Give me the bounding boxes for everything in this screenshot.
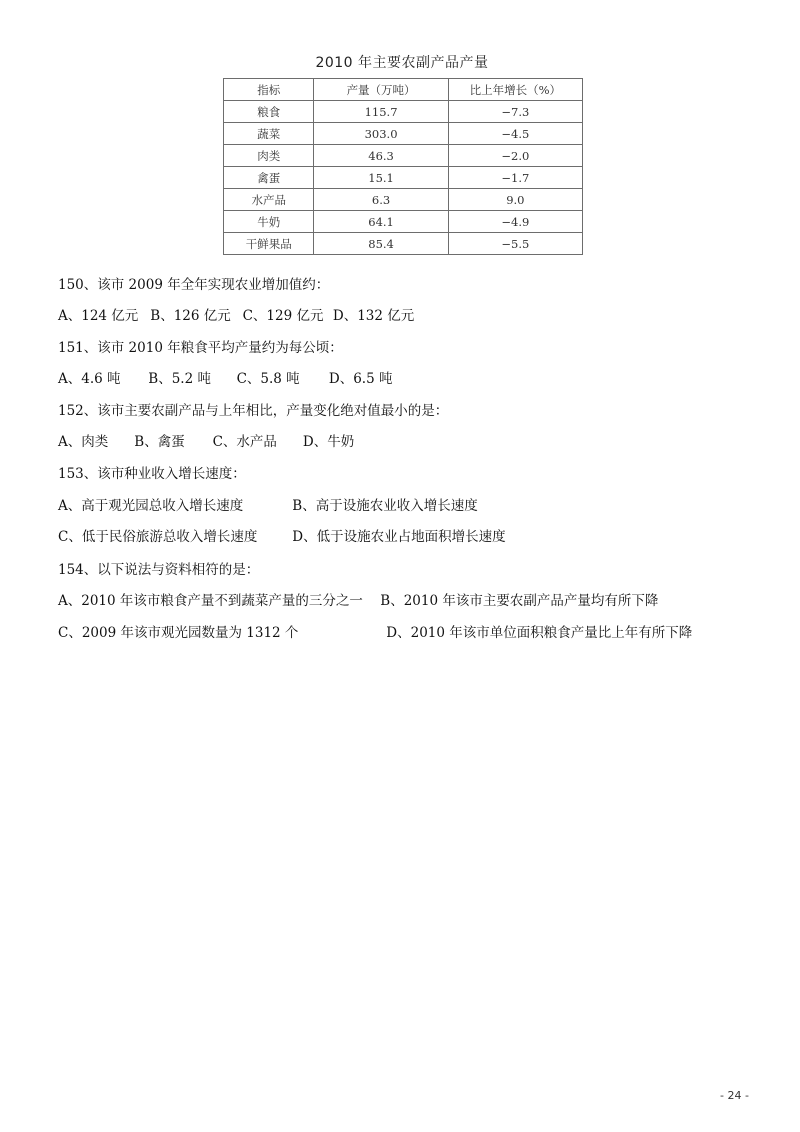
option-c: C、低于民俗旅游总收入增长速度 — [58, 529, 258, 545]
cell-output: 85.4 — [314, 233, 448, 255]
question-154-stem: 154、以下说法与资料相符的是： — [58, 562, 260, 578]
cell-growth: 9.0 — [448, 189, 582, 211]
cell-growth: −7.3 — [448, 101, 582, 123]
question-153-options-row2 — [58, 528, 506, 546]
cell-output: 64.1 — [314, 211, 448, 233]
option-a: A、4.6 吨 — [58, 371, 121, 387]
table-row — [224, 233, 583, 255]
question-150-options — [58, 307, 414, 325]
option-a: A、高于观光园总收入增长速度 — [58, 498, 244, 514]
option-a: A、2010 年该市粮食产量不到蔬菜产量的三分之一 — [58, 593, 363, 609]
cell-item: 粮食 — [224, 101, 314, 123]
question-151-options — [58, 370, 392, 388]
question-154-options-row1 — [58, 592, 658, 610]
option-d: D、低于设施农业占地面积增长速度 — [292, 529, 506, 545]
header-growth: 比上年增长（%） — [448, 79, 582, 101]
option-d: D、132 亿元 — [332, 308, 415, 324]
cell-output: 303.0 — [314, 123, 448, 145]
cell-output: 46.3 — [314, 145, 448, 167]
table-row — [224, 101, 583, 123]
option-b: B、5.2 吨 — [148, 371, 211, 387]
option-c: C、水产品 — [212, 434, 277, 450]
option-c: C、2009 年该市观光园数量为 1312 个 — [58, 625, 299, 641]
table-row — [224, 145, 583, 167]
cell-item: 肉类 — [224, 145, 314, 167]
option-b: B、2010 年该市主要农副产品产量均有所下降 — [380, 593, 659, 609]
option-d: D、牛奶 — [302, 434, 355, 450]
option-a: A、肉类 — [58, 434, 109, 450]
question-151-stem: 151、该市 2010 年粮食平均产量约为每公顷： — [58, 340, 343, 356]
cell-output: 115.7 — [314, 101, 448, 123]
option-c: C、5.8 吨 — [236, 371, 300, 387]
cell-growth: −1.7 — [448, 167, 582, 189]
question-154-options-row2 — [58, 624, 692, 642]
cell-growth: −4.9 — [448, 211, 582, 233]
cell-growth: −2.0 — [448, 145, 582, 167]
question-152-stem: 152、该市主要农副产品与上年相比，产量变化绝对值最小的是： — [58, 403, 449, 419]
option-b: B、高于设施农业收入增长速度 — [292, 498, 478, 514]
production-table — [223, 78, 583, 255]
cell-output: 6.3 — [314, 189, 448, 211]
option-b: B、禽蛋 — [134, 434, 185, 450]
table-row — [224, 167, 583, 189]
table-title: 2010 年主要农副产品产量 — [315, 55, 489, 71]
cell-item: 禽蛋 — [224, 167, 314, 189]
table-row — [224, 123, 583, 145]
cell-output: 15.1 — [314, 167, 448, 189]
question-150-stem: 150、该市 2009 年全年实现农业增加值约： — [58, 277, 330, 293]
option-d: D、2010 年该市单位面积粮食产量比上年有所下降 — [386, 625, 693, 641]
header-output: 产量（万吨） — [314, 79, 448, 101]
cell-item: 蔬菜 — [224, 123, 314, 145]
question-153-options-row1 — [58, 497, 478, 515]
option-d: D、6.5 吨 — [328, 371, 393, 387]
option-a: A、124 亿元 — [58, 308, 139, 324]
question-153-stem: 153、该市种业收入增长速度： — [58, 466, 246, 482]
table-header-row — [224, 79, 583, 101]
table-row — [224, 189, 583, 211]
question-152-options — [58, 433, 354, 451]
table-row — [224, 211, 583, 233]
header-indicator: 指标 — [224, 79, 314, 101]
cell-item: 水产品 — [224, 189, 314, 211]
page-number: - 24 - — [720, 1089, 749, 1102]
option-b: B、126 亿元 — [150, 308, 231, 324]
cell-growth: −4.5 — [448, 123, 582, 145]
cell-item: 干鲜果品 — [224, 233, 314, 255]
cell-item: 牛奶 — [224, 211, 314, 233]
option-c: C、129 亿元 — [242, 308, 324, 324]
cell-growth: −5.5 — [448, 233, 582, 255]
